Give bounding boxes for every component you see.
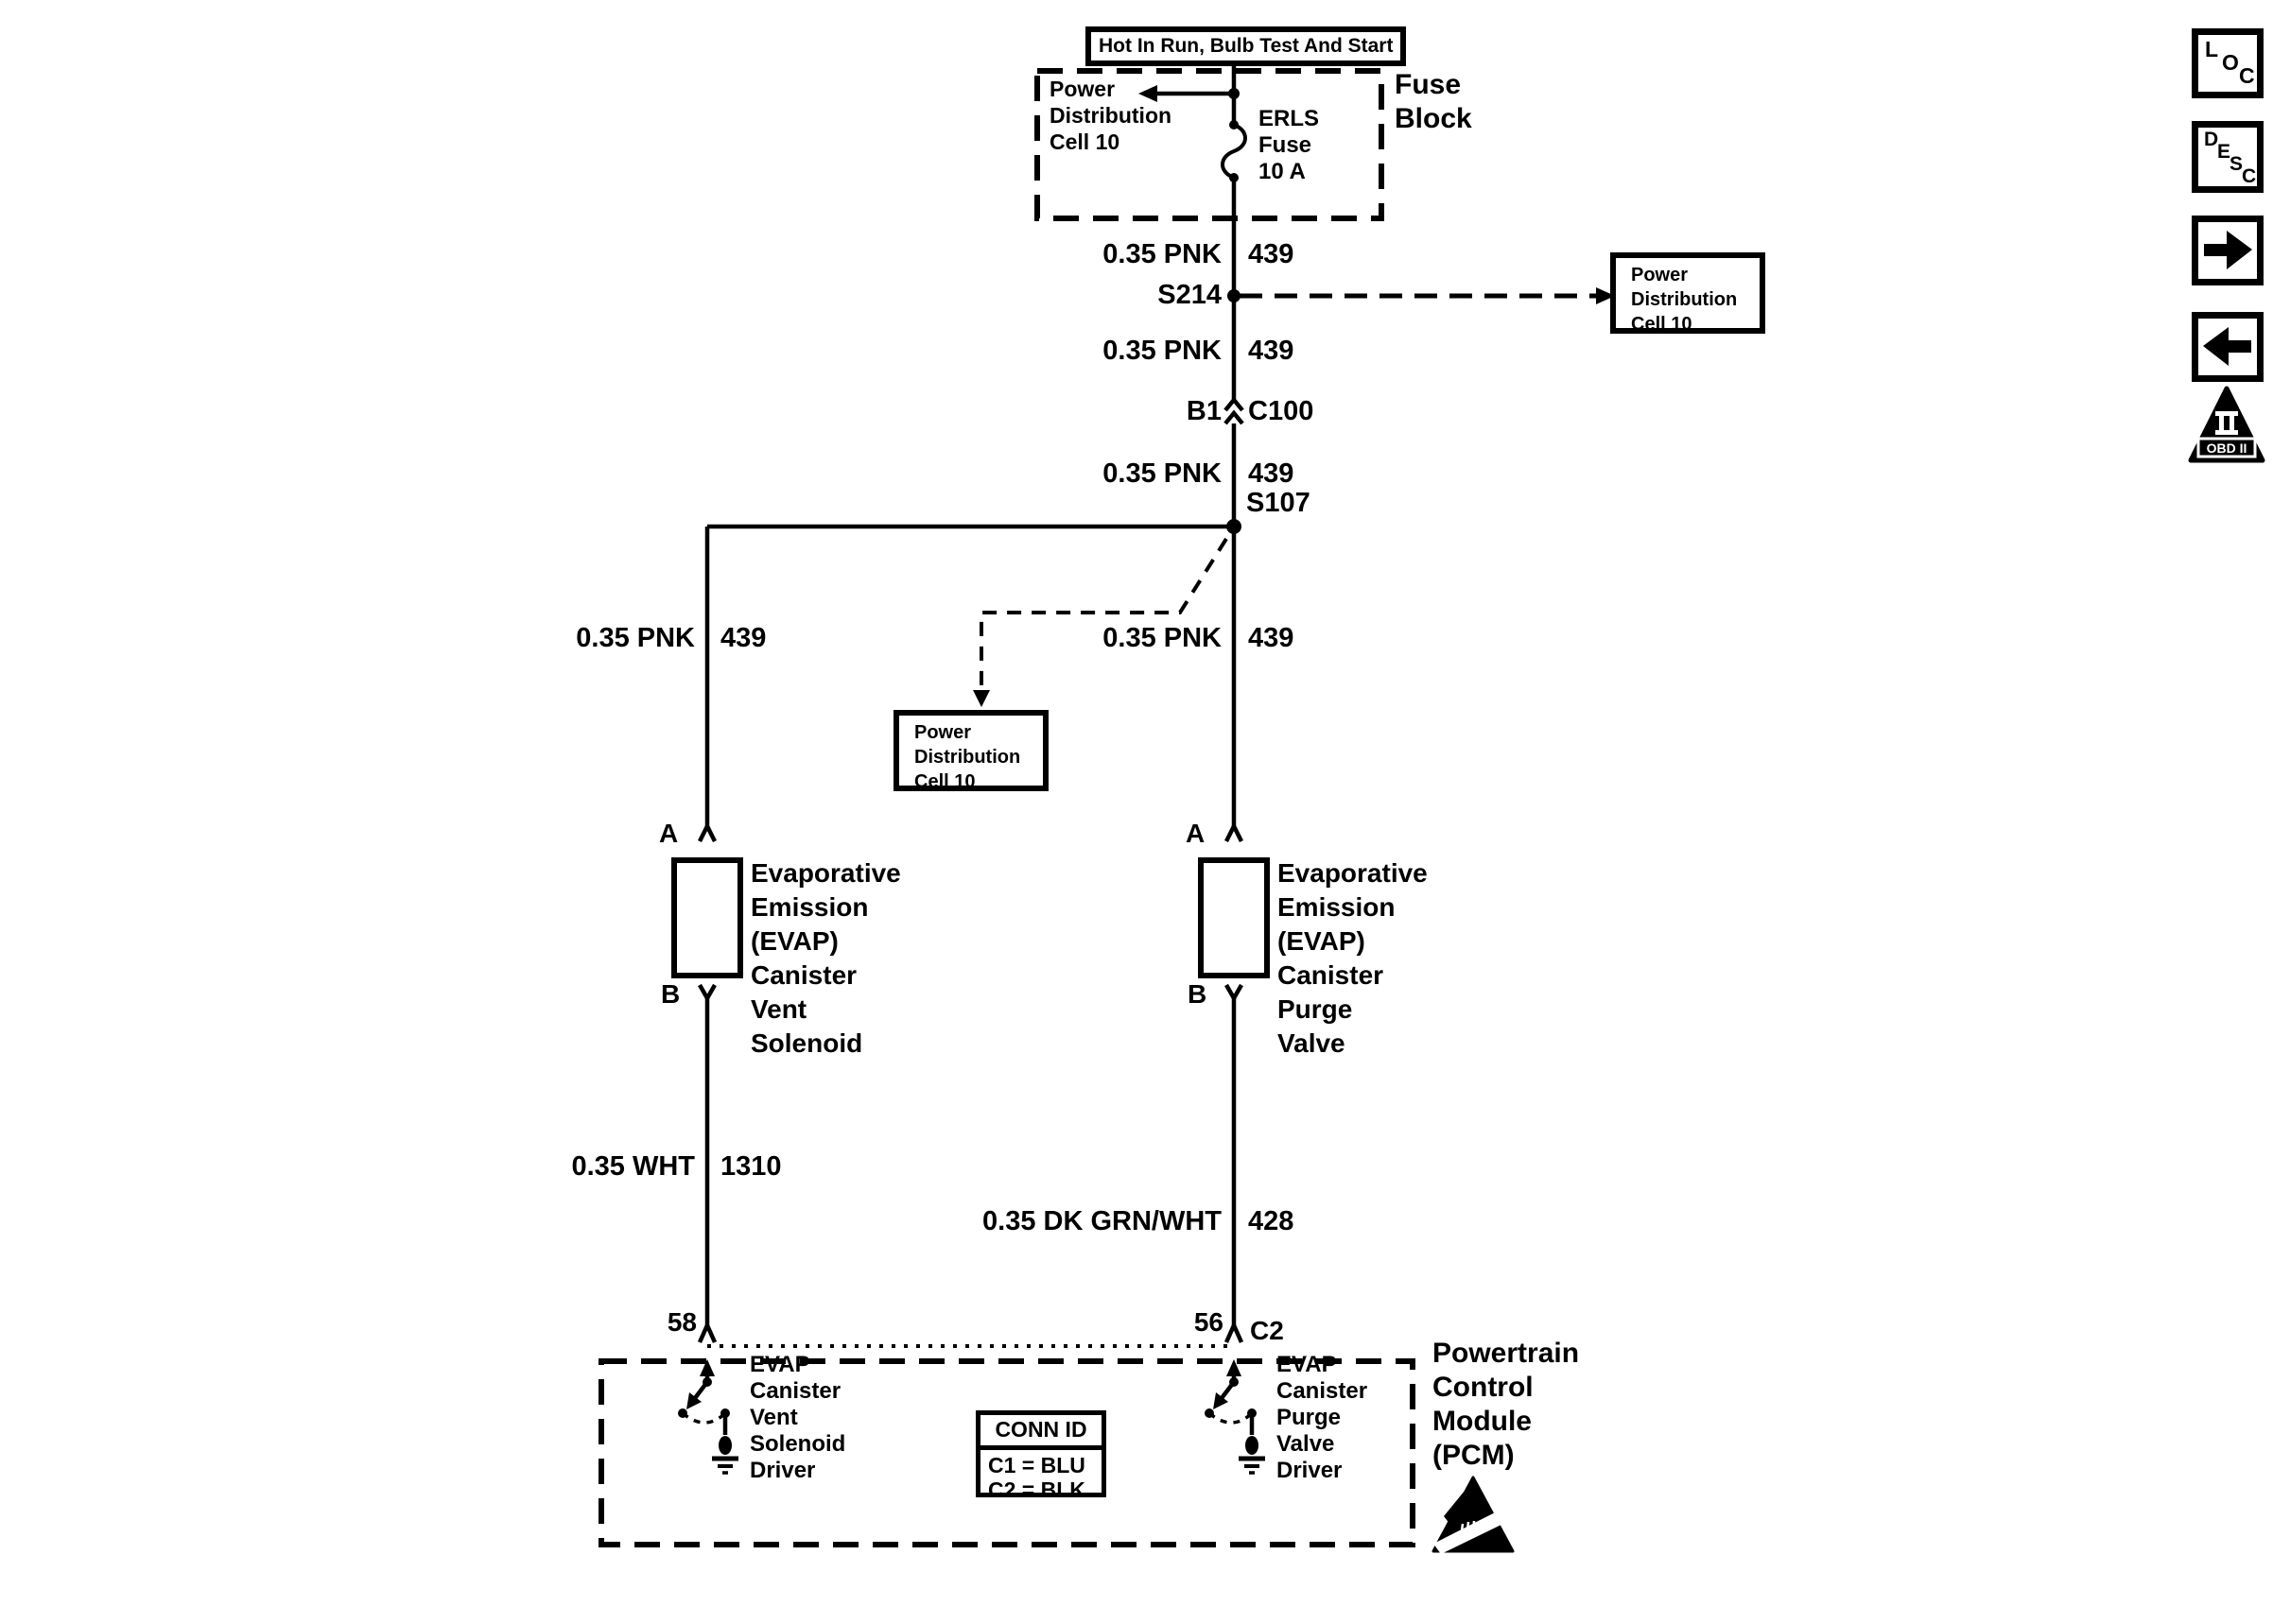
pcm-label: Powertrain Control Module (PCM) [1432,1338,1580,1471]
purge-driver-label: EVAP Canister Purge Valve Driver [1276,1352,1368,1483]
erls-fuse-label: ERLS Fuse 10 A [1258,106,1320,184]
splice-s107-label: S107 [1246,488,1310,518]
fuse-block-name: Fuse Block [1395,69,1472,134]
wire-seg2-spec: 0.35 PNK [1102,336,1222,366]
esd-warning-icon [1430,1475,1517,1556]
title-box: Hot In Run, Bulb Test And Start [1085,26,1406,66]
pcm-connector-c2: C2 [1250,1316,1284,1345]
splice-s214-label: S214 [1157,280,1222,310]
wire-left-lower-spec: 0.35 WHT [571,1151,695,1182]
power-distribution-box-mid-text: Power Distribution Cell 10 [914,722,1021,792]
wire-right-lower-spec: 0.35 DK GRN/WHT [982,1206,1222,1236]
wire-right-branch-circuit: 439 [1248,623,1294,653]
vent-solenoid-box [671,857,743,978]
wire-left-lower-circuit: 1310 [720,1151,782,1182]
wire-left-branch-spec: 0.35 PNK [576,623,695,653]
conn-id-box [976,1410,1106,1502]
left-arrow-icon [2198,319,2257,375]
loc-button[interactable]: L O C [2192,28,2264,98]
wire-left-branch-circuit: 439 [720,623,767,653]
next-arrow-button[interactable] [2192,216,2264,285]
prev-arrow-button[interactable] [2192,312,2264,382]
wire-seg2-circuit: 439 [1248,336,1294,366]
power-distribution-box-right-text: Power Distribution Cell 10 [1631,265,1738,335]
wire-right-lower-circuit: 428 [1248,1206,1294,1236]
power-distribution-box-mid [894,710,1049,791]
wire-seg3-spec: 0.35 PNK [1102,458,1222,489]
junctions-and-arrowheads [678,85,1615,1455]
vent-driver-label: EVAP Canister Vent Solenoid Driver [750,1352,846,1483]
obd2-button[interactable] [2188,386,2265,467]
wire-seg1-circuit: 439 [1248,239,1294,269]
purge-valve-box [1198,857,1270,978]
conn-id-rows [980,1450,1102,1502]
wire-seg3-circuit: 439 [1248,458,1294,489]
vent-solenoid-pin-b: B [661,979,681,1009]
wire-seg1-spec: 0.35 PNK [1102,239,1222,269]
conn-id-row: C2 = BLK [988,1477,1085,1502]
conn-id-row: C1 = BLU [988,1453,1085,1477]
vent-solenoid-pin-a: A [659,819,679,848]
right-arrow-icon [2198,222,2257,279]
wire-right-branch-spec: 0.35 PNK [1102,623,1222,653]
desc-button[interactable]: D E S C [2192,121,2264,193]
power-distribution-box-right [1610,252,1765,334]
obd2-label: OBD II [2206,441,2247,456]
conn-id-header: CONN ID [980,1415,1102,1450]
purge-valve-label: Evaporative Emission (EVAP) Canister Purge Valve [1277,858,1428,1058]
connector-c100-pin: B1 [1186,396,1222,426]
purge-valve-pin-a: A [1186,819,1206,848]
pcm-pin-56: 56 [1193,1307,1223,1337]
purge-valve-pin-b: B [1188,979,1207,1009]
fuse-block-power-dist-label: Power Distribution Cell 10 [1050,77,1172,154]
pcm-pin-58: 58 [667,1307,697,1337]
vent-solenoid-label: Evaporative Emission (EVAP) Canister Vent Solenoid [751,858,901,1058]
connector-c100-name: C100 [1248,396,1314,426]
